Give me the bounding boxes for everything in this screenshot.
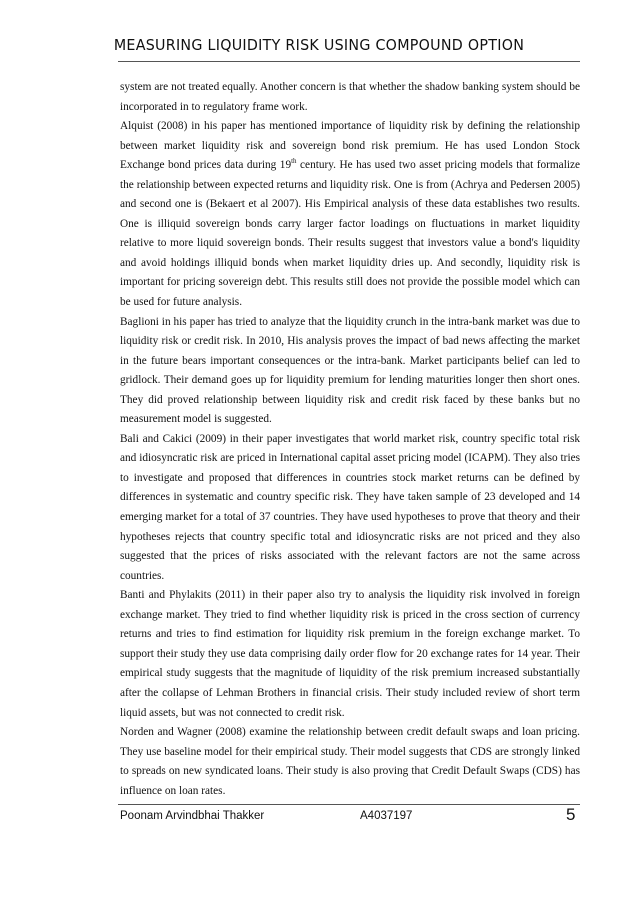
paragraph-text: Norden and Wagner (2008) examine the relationship between credit default swaps and loan pricing. They use baseline model for their empirical study. Their model suggests that CDS are strongly linked to spreads on new syndicated loans. Their study is also proving that Credit Default Swaps (CDS) has influence on loan rates. (120, 726, 580, 797)
header-divider (118, 61, 580, 62)
paragraph-shadow-banking (120, 78, 580, 117)
paragraph-text: system are not treated equally. Another concern is that whether the shadow banking system should be incorporated in to regulatory frame work. (120, 81, 580, 113)
body-text (120, 78, 580, 801)
page-number: 5 (566, 805, 576, 824)
footer-divider (118, 804, 580, 805)
paragraph-text: Banti and Phylakits (2011) in their paper also try to analysis the liquidity risk involved in foreign exchange market. They tried to find whether liquidity risk is priced in the cross section of currency returns and tries to find estimation for liquidity risk premium in the foreign exchange market. To support their study they use data comprising daily order flow for 20 exchange rates for 14 year. Their empirical study suggests that the magnitude of liquidity of the risk premium increased substantially after the collapse of Lehman Brothers in financial crisis. Their study included review of short term liquid assets, but was not connected to credit risk. (120, 589, 580, 719)
paragraph-baglioni (120, 313, 580, 430)
paragraph-text: Alquist (2008) in his paper has mentioned importance of liquidity risk by defining the relationship between market liquidity risk and sovereign bond risk premium. He has used London Stock Exchange bond prices data during 19 (120, 120, 580, 172)
paragraph-text-continued: century. He has used two asset pricing models that formalize the relationship between expected returns and liquidity risk. One is from (Achrya and Pedersen 2005) and second one is (Bekaert et al 2007). His Empirical analysis of these data establishes two results. One is illiquid sovereign bonds carry larger factor loadings on fluctuations in market liquidity relative to more liquid sovereign bonds. Their results suggest that investors value a bond's liquidity and avoid holdings illiquid bonds when market liquidity dries up. And secondly, liquidity risk is important for pricing sovereign debt. This results still does not provide the possible model which can be used for future analysis. (120, 159, 580, 309)
paragraph-norden-wagner (120, 723, 580, 801)
footer-author: Poonam Arvindbhai Thakker (120, 810, 265, 822)
superscript: th (291, 157, 297, 166)
paragraph-text: Baglioni in his paper has tried to analyze that the liquidity crunch in the intra-bank market was due to liquidity risk or credit risk. In 2010, His analysis proves the impact of bad news affecting the market in the future bears important consequences or the intra-bank. Market participants belief can led to gridlock. Their demand goes up for liquidity premium for lending maturities longer then short ones. They did proved relationship between liquidity risk and credit risk faced by these banks but no measurement model is suggested. (120, 315, 580, 426)
footer-student-id: A4037197 (360, 810, 413, 822)
paragraph-bali-cakici (120, 430, 580, 586)
paragraph-banti-phylakits (120, 586, 580, 723)
page-header-title: MEASURING LIQUIDITY RISK USING COMPOUND OPTION (113, 36, 525, 54)
paragraph-alquist (120, 117, 580, 312)
paragraph-text: Bali and Cakici (2009) in their paper investigates that world market risk, country specific total risk and idiosyncratic risk are priced in International capital asset pricing model (ICAPM). They also tries to investigate and proposed that differences in countries stock market returns can be defined by differences in systematic and country specific risk. They have taken sample of 23 developed and 14 emerging market for a total of 37 countries. They have used hypotheses to prove that theory and their hypotheses rejects that country specific total and idiosyncratic risks are not priced and they also suggested that the prices of risks associated with the relevant factors are not the same across countries. (120, 432, 580, 582)
